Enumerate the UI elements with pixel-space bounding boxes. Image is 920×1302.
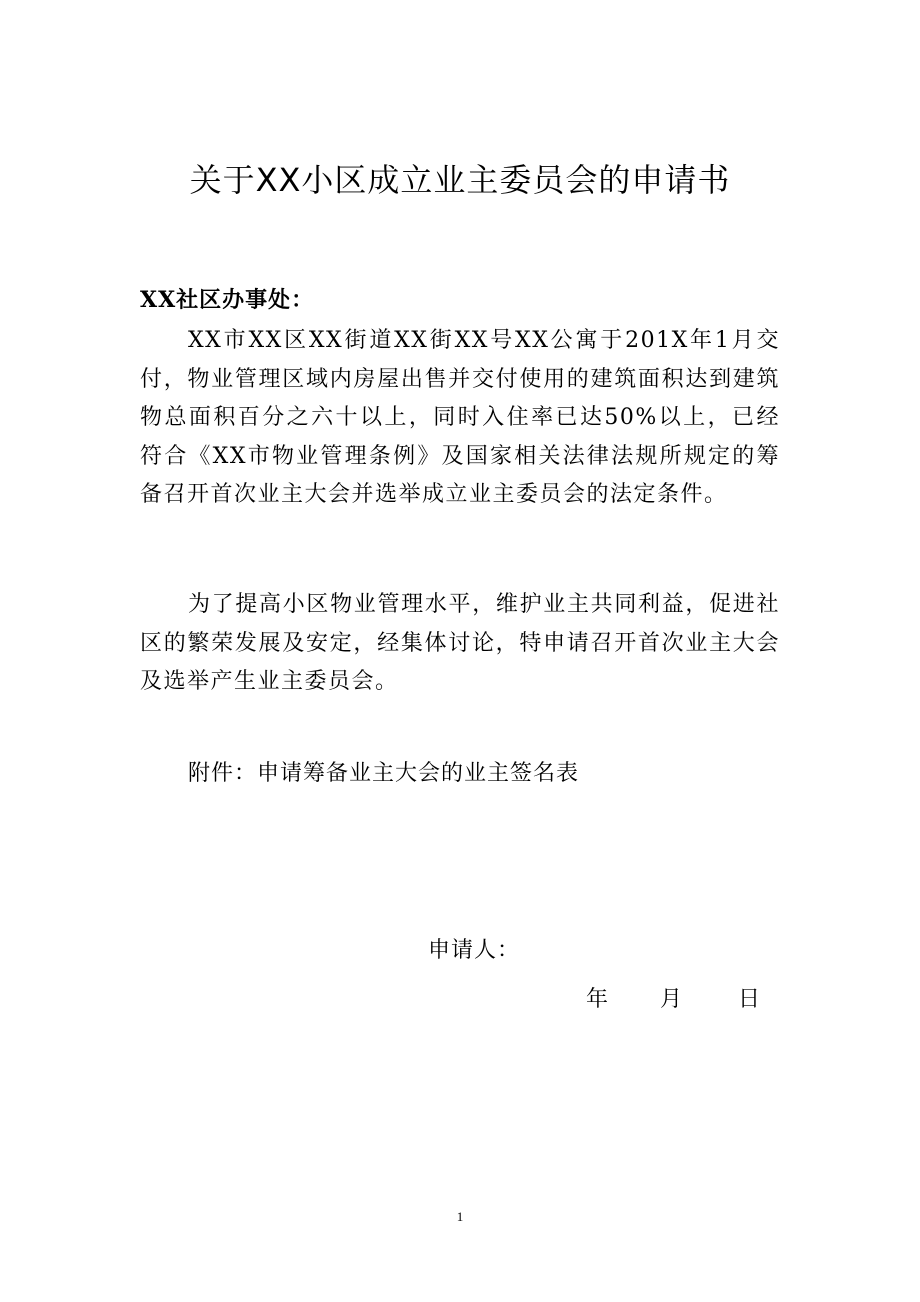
date-day-label: 日 <box>738 987 761 1012</box>
applicant-label: 申请人： <box>428 938 521 963</box>
body-paragraph-1: XX市XX区XX街道XX街XX号XX公寓于201X年1月交付，物业管理区域内房屋出售并交付使用的建筑面积达到建筑物总面积百分之六十以上，同时入住率已达50%以上，已经符合《XX市物业管理条例》及国家相关法律法规所规定的筹备召开首次业主大会并选举成立业主委员会的法定条件。 <box>140 328 780 507</box>
date-year-label: 年 <box>586 987 609 1012</box>
date-month-label: 月 <box>660 987 683 1012</box>
page-number: 1 <box>456 1209 464 1224</box>
attachment-note: 附件：申请筹备业主大会的业主签名表 <box>188 761 580 786</box>
document-title: 关于XX小区成立业主委员会的申请书 <box>189 161 731 199</box>
date-line <box>586 982 760 1018</box>
body-paragraph-2: 为了提高小区物业管理水平，维护业主共同利益，促进社区的繁荣发展及安定，经集体讨论，特申请召开首次业主大会及选举产生业主委员会。 <box>140 592 780 694</box>
salutation: XX社区办事处： <box>140 287 315 313</box>
